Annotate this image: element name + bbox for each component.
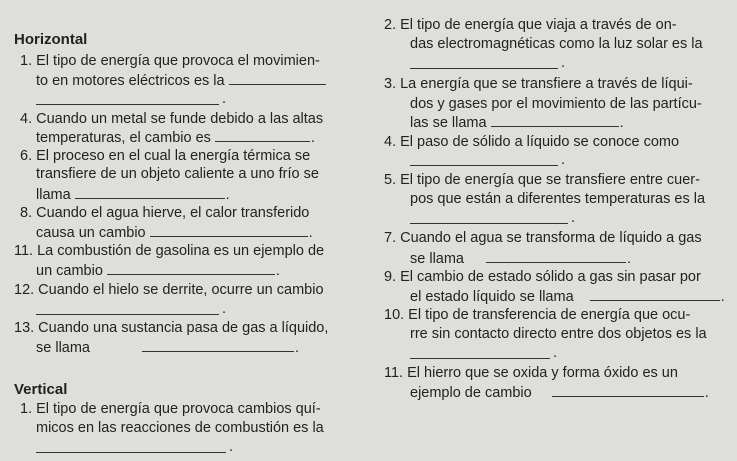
question-h8-line2: causa un cambio . (36, 225, 313, 241)
question-v5-line2: pos que están a diferentes temperaturas es la (410, 191, 706, 207)
period-mark: . (553, 345, 558, 361)
answer-blank-v5[interactable] (410, 222, 568, 224)
question-h1-line2: to en motores eléctricos es la (36, 72, 326, 90)
period-mark: . (561, 152, 566, 168)
answer-blank-v10[interactable] (410, 357, 550, 359)
answer-blank-v7[interactable] (486, 250, 626, 263)
answer-blank-h13[interactable] (142, 339, 294, 352)
answer-blank-v1[interactable] (36, 451, 226, 453)
question-v11-line2: ejemplo de cambio . (410, 385, 709, 401)
answer-blank-v4[interactable] (410, 164, 558, 166)
question-h1-line1: 1. El tipo de energía que provoca el movimien- (20, 53, 320, 69)
section-heading-vertical: Vertical (14, 381, 68, 398)
question-h6-line3: llama . (36, 187, 230, 203)
question-v9-line1: 9. El cambio de estado sólido a gas sin pasar por (384, 269, 701, 285)
question-v7-line1: 7. Cuando el agua se transforma de líquido a gas (384, 230, 702, 246)
period-mark: . (222, 91, 227, 107)
question-h12-line1: 12. Cuando el hielo se derrite, ocurre un cambio (14, 282, 324, 298)
question-v2-line2: das electromagnéticas como la luz solar es la (410, 36, 703, 52)
question-h11-line2: un cambio . (36, 263, 280, 279)
answer-blank-h1-continued[interactable] (36, 103, 219, 105)
question-v7-line2: se llama . (410, 251, 632, 267)
question-v1-line1: 1. El tipo de energía que provoca cambios quí- (20, 401, 321, 417)
answer-blank-h1[interactable] (229, 72, 326, 85)
question-h4-line1: 4. Cuando un metal se funde debido a las altas (20, 111, 324, 127)
section-heading-horizontal: Horizontal (14, 31, 88, 48)
question-v1-line2: micos en las reacciones de combustión es la (36, 420, 324, 436)
answer-blank-v9[interactable] (590, 288, 720, 301)
question-h13-line2: se llama . (36, 340, 300, 356)
period-mark: . (222, 301, 227, 317)
period-mark: . (561, 55, 566, 71)
answer-blank-v2[interactable] (410, 67, 558, 69)
answer-blank-h11[interactable] (107, 262, 275, 275)
question-v10-line2: rre sin contacto directo entre dos objetos es la (410, 326, 707, 342)
question-v5-line1: 5. El tipo de energía que se transfiere entre cuer- (384, 172, 700, 188)
question-h11-line1: 11. La combustión de gasolina es un ejemplo de (14, 243, 325, 259)
answer-blank-v11[interactable] (552, 384, 704, 397)
question-v11-line1: 11. El hierro que se oxida y forma óxido es un (384, 365, 678, 381)
question-h13-line1: 13. Cuando una sustancia pasa de gas a líquido, (14, 320, 329, 336)
period-mark: . (571, 210, 576, 226)
question-v2-line1: 2. El tipo de energía que viaja a través de on- (384, 17, 677, 33)
question-v4-line1: 4. El paso de sólido a líquido se conoce como (384, 134, 680, 150)
question-v3-line1: 3. La energía que se transfiere a través de líqui- (384, 76, 693, 92)
question-v10-line1: 10. El tipo de transferencia de energía que ocu- (384, 307, 691, 323)
question-h6-line1: 6. El proceso en el cual la energía térmica se (20, 148, 311, 164)
period-mark: . (229, 439, 234, 455)
question-v3-line3: las se llama . (410, 115, 624, 131)
question-v9-line2: el estado líquido se llama . (410, 289, 725, 305)
question-v3-line2: dos y gases por el movimiento de las partícu- (410, 96, 702, 112)
question-h6-line2: transfiere de un objeto caliente a uno frío se (36, 166, 319, 182)
question-h8-line1: 8. Cuando el agua hierve, el calor transferido (20, 205, 310, 221)
answer-blank-h4[interactable] (215, 129, 310, 142)
answer-blank-h6[interactable] (75, 186, 225, 199)
answer-blank-v3[interactable] (491, 114, 619, 127)
answer-blank-h8[interactable] (150, 224, 308, 237)
answer-blank-h12[interactable] (36, 313, 219, 315)
question-h4-line2: temperaturas, el cambio es . (36, 130, 315, 146)
